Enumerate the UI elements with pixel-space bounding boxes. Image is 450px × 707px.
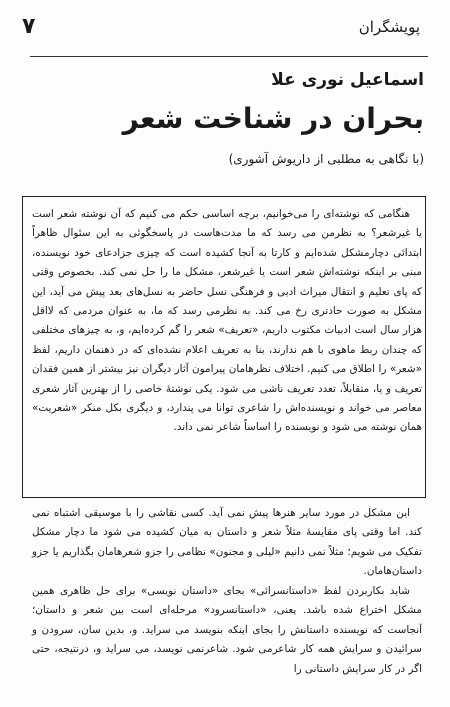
paragraph-text: شاید بکاربردن لفظ «داستانسرائی» بجای «داستان نویسی» برای حل ظاهری همین مشکل اختراع شده باشد. یعنی، «داستانسرود» مرحله‌ای است بین شعر و داستان؛ آنجاست که نویسنده داستانش را بجای اینکه بنویسد می سراید. و، بدین سان، سرودن و سرائیدن و سرایش همه کار شاعرمی شود. شاعرنمی نویسد، می سراید و، درنتیجه، حتی اگر در کار سرایش داستانی را: [32, 585, 422, 675]
article-title: بحران در شناخت شعر: [122, 102, 424, 135]
paragraph-2: [32, 504, 422, 582]
paragraph-1: [32, 205, 422, 438]
paragraph-text: هنگامی که نوشته‌ای را می‌خوانیم، برچه اساسی حکم می کنیم که آن نوشته شعر است یا غیرشعر؟ به نظرمن می رسد که ما مدت‌هاست در پاسخگوئی به این سئوال ظاهراً ابتدائی دچارمشکل شده‌ایم و کارتا به آنجا کشیده است که چیزی جزادعای خود نویسنده، مبنی بر اینکه نوشته‌اش شعر است یا غیرشعر، مشکل ما را حل نمی کند. بخصوص وقتی که پای تعلیم و انتقال میراث ادبی و فرهنگی نسل حاضر به نسل‌های بعد پیش می آید، این مشکل به صورت حادتری رخ می کند. به نظرمی رسد که ما، به عنوان مردمی که لااقل هزار سال است ادبیات مکتوب داریم، «تعریف» شعر را گم کرده‌ایم، و، به چیزهای مختلفی که چندان ربط ماهوی با هم ندارند، بنا به تعریف اعلام نشده‌ای که در ذهنمان داریم، لفظ «شعر» را اطلاق می کنیم. اختلاف نظرهامان پیرامون آثار دیگران نیز بیشتر از همین فقدان تعریف و یا، متقابلاً، تعدد تعریف ناشی می شود. یکی نوشتهٔ خاصی را از بهترین آثار شعری معاصر می خواند و نویسنده‌اش را شاعری توانا می پندارد، و دیگری بکل منکر «شعریت» همان نوشته می شود و نویسنده را اساساً شاعر نمی داند.: [32, 208, 422, 434]
header-divider: [30, 56, 428, 57]
paragraph-3: [32, 582, 422, 679]
article-subtitle: (با نگاهی به مطلبی از داریوش آشوری): [228, 152, 424, 166]
article-author: اسماعیل نوری علا: [271, 70, 424, 90]
paragraph-text: این مشکل در مورد سایر هنرها پیش نمی آید. کسی نقاشی را با موسیقی اشتباه نمی کند. اما وقتی پای مقایسهٔ مثلاً شعر و داستان به میان کشیده می شود ما دچار مشکل تفکیک می شویم؛ مثلاً نمی دانیم «لیلی و مجنون» نظامی را جزو شعرهامان بگذاریم یا جزو داستان‌هامان.: [32, 507, 422, 578]
journal-name: پویشگران: [358, 18, 420, 36]
page-number: ۷: [22, 14, 36, 39]
page-header: [22, 14, 420, 44]
